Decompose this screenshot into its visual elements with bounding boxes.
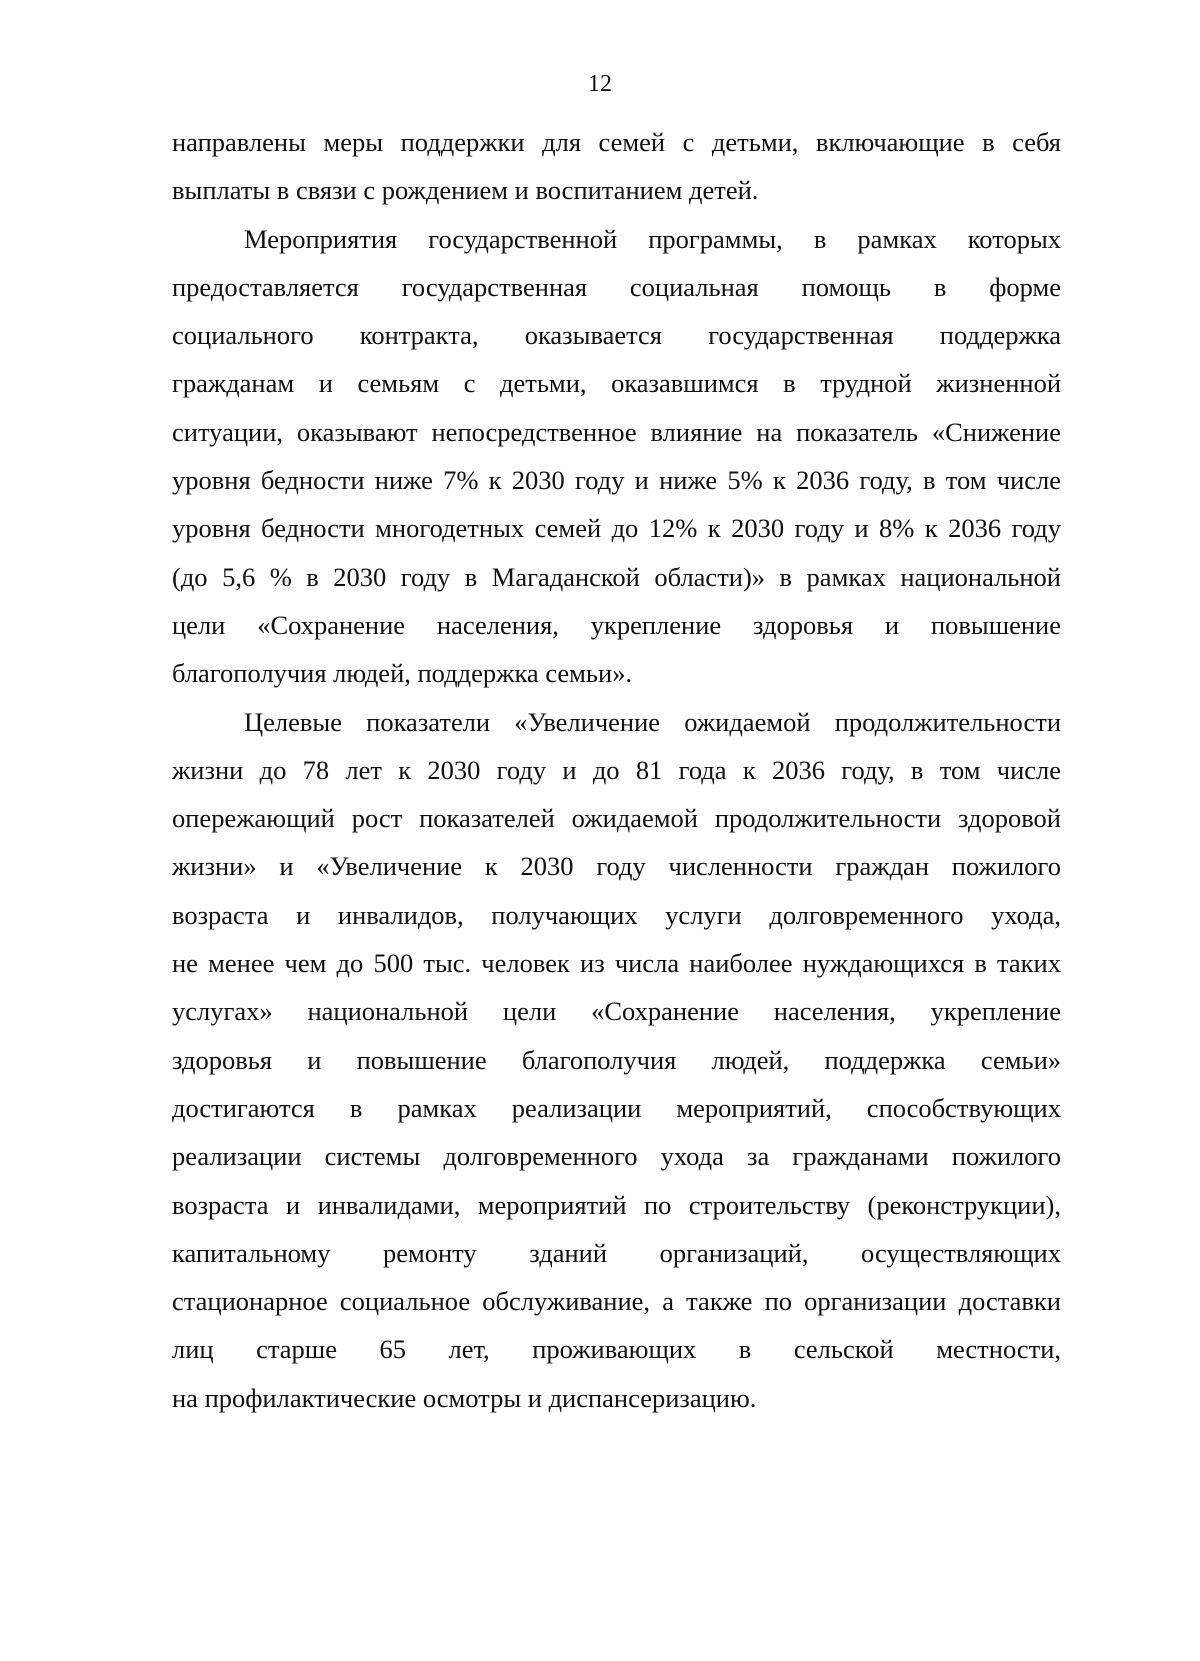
- text-line: услугах» национальной цели «Сохранение населения, укрепление: [172, 996, 1061, 1027]
- text-line: направлены меры поддержки для семей с детьми, включающие в себя: [172, 127, 1061, 157]
- text-line: не менее чем до 500 тыс. человек из числа наиболее нуждающихся в таких: [172, 948, 1061, 979]
- text-line: стационарное социальное обслуживание, а также по организации доставки: [172, 1286, 1061, 1317]
- text-line: лиц старше 65 лет, проживающих в сельской местности,: [172, 1334, 1061, 1365]
- text-line: на профилактические осмотры и диспансеризацию.: [172, 1382, 757, 1413]
- text-line: жизни» и «Увеличение к 2030 году численности граждан пожилого: [172, 851, 1061, 882]
- text-line: капитальному ремонту зданий организаций, осуществляющих: [172, 1237, 1061, 1268]
- text-line: достигаются в рамках реализации мероприятий, способствующих: [172, 1092, 1061, 1123]
- text-line: возраста и инвалидов, получающих услуги долговременного ухода,: [172, 899, 1061, 930]
- text-line: ситуации, оказывают непосредственное влияние на показатель «Снижение: [172, 416, 1061, 447]
- text-line: социального контракта, оказывается государственная поддержка: [172, 320, 1061, 351]
- text-line: жизни до 78 лет к 2030 году и до 81 года к 2036 году, в том числе: [172, 754, 1061, 785]
- text-line: Целевые показатели «Увеличение ожидаемой продолжительности: [244, 706, 1061, 737]
- text-line: здоровья и повышение благополучия людей, поддержка семьи»: [172, 1044, 1061, 1075]
- text-line: уровня бедности ниже 7% к 2030 году и ниже 5% к 2036 году, в том числе: [172, 465, 1061, 496]
- body-text: [172, 118, 1061, 1422]
- text-line: цели «Сохранение населения, укрепление здоровья и повышение: [172, 609, 1061, 640]
- text-line: Мероприятия государственной программы, в рамках которых: [244, 223, 1061, 254]
- text-line: благополучия людей, поддержка семьи».: [172, 658, 633, 689]
- text-line: предоставляется государственная социальная помощь в форме: [172, 271, 1061, 302]
- text-line: возраста и инвалидами, мероприятий по строительству (реконструкции),: [172, 1189, 1061, 1220]
- text-line: опережающий рост показателей ожидаемой продолжительности здоровой: [172, 803, 1061, 834]
- text-line: уровня бедности многодетных семей до 12% к 2030 году и 8% к 2036 году: [172, 513, 1061, 544]
- text-line: гражданам и семьям с детьми, оказавшимся в трудной жизненной: [172, 368, 1061, 399]
- text-line: выплаты в связи с рождением и воспитанием детей.: [172, 175, 759, 206]
- page-number: 12: [588, 71, 612, 97]
- text-line: реализации системы долговременного ухода за гражданами пожилого: [172, 1141, 1061, 1172]
- text-line: (до 5,6 % в 2030 году в Магаданской области)» в рамках национальной: [172, 561, 1061, 592]
